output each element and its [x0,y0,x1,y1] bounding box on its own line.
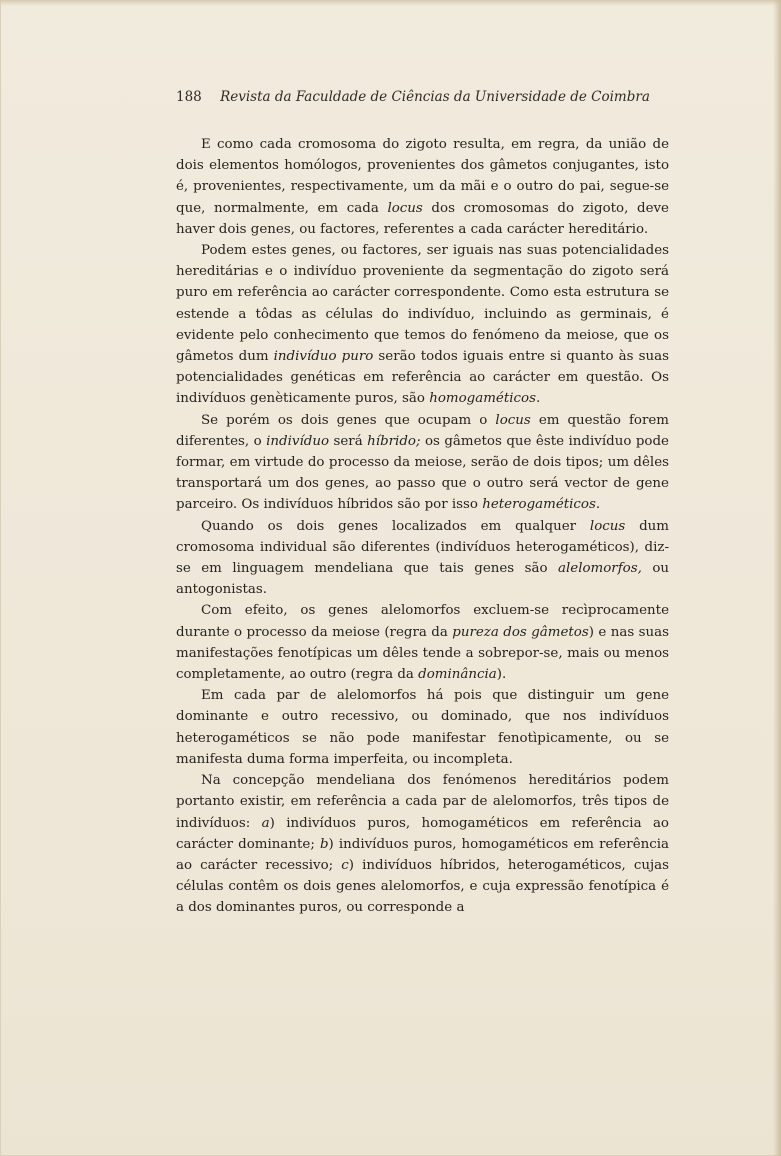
text-run: Podem estes genes, ou factores, ser iguais nas suas potencialidades hereditárias e o indivíduo proveniente da segmentação do zigoto será puro em referência ao carácter correspondente. Como esta estrutura se estende a tôdas as células do indivíduo, incluindo as germinais, é evidente pelo conhecimento que temos do fenómeno da meiose, que os gâmetos dum [176,243,669,365]
text-run: Se porém os dois genes que ocupam o [201,412,496,428]
text-run: ) indivíduos puros, homogaméticos em referência ao carácter recessivo; [176,836,670,873]
paragraph [176,516,669,601]
text-run: ) e nas suas manifestações fenotípicas um dêles tende a sobrepor-se, mais ou menos completamente, ao outro (regra da [176,624,670,683]
italic-text: a [261,815,270,831]
paragraph [176,685,669,770]
italic-text: locus [495,412,531,428]
text-run: ). [496,667,507,683]
italic-text: heterogaméticos [482,497,596,513]
text-run: Em cada par de alelomorfos há pois que distinguir um gene dominante e outro recessivo, ou dominado, que nos indivíduos heterogaméticos se não pode manifestar fenotìpicamente, ou se manifesta duma forma imperfeita, ou incompleta. [176,688,669,767]
paragraph [176,600,669,685]
text-run: dos cromosomas do zigoto, deve haver dois genes, ou factores, referentes a cada carácter hereditário. [176,200,669,237]
text-run: ) indivíduos híbridos, heterogaméticos, cujas células contêm os dois genes alelomorfos, e cuja expressão fenotípica é a dos dominantes puros, ou corresponde a [176,857,669,916]
running-title: Revista da Faculdade de Ciências da Universidade de Coimbra [220,89,650,105]
running-header [176,89,650,105]
body-text [176,134,669,919]
italic-text: locus [387,200,423,216]
paragraph [176,240,669,410]
text-run: Na concepção mendeliana dos fenómenos hereditários podem portanto existir, em referência a cada par de alelomorfos, três tipos de indivíduos: [176,773,669,831]
paragraph [176,410,669,516]
page-top-edge [0,0,781,6]
italic-text: pureza dos gâmetos [452,624,589,640]
italic-text: indivíduo [266,433,330,449]
text-run: ou antogonistas. [176,561,670,598]
italic-text: alelomorfos, [558,561,642,577]
italic-text: indivíduo puro [273,349,374,365]
page-right-edge [773,0,781,1156]
text-run: E como cada cromosoma do zigoto resulta, em regra, da união de dois elementos homólogos, provenientes dos gâmetos conjugantes, isto é, provenientes, respectivamente, um da mãi e o outro do pai, segue-se que, normalmente, em cada [176,137,669,216]
page-number: 188 [176,89,202,105]
text-run: em questão forem diferentes, o [176,412,669,449]
text-run: os gâmetos que êste indivíduo pode formar, em virtude do processo da meiose, serão de dois tipos; um dêles transportará um dos genes, ao passo que o outro será vector de gene parceiro. Os indivíduos híbridos são por isso [176,433,669,513]
italic-text: híbrido; [367,433,421,449]
text-run: dum cromosoma individual são diferentes (indivíduos heterogaméticos), diz-se em linguagem mendeliana que tais genes são [176,518,669,577]
italic-text: c [341,857,349,873]
italic-text: b [319,836,329,852]
italic-text: homogaméticos [429,391,536,407]
text-run: . [535,391,541,407]
text-run: . [595,497,601,513]
italic-text: locus [589,518,626,534]
paragraph [176,770,669,918]
text-run: Com efeito, os genes alelomorfos excluem-se recìprocamente durante o processo da meiose (regra da [176,603,669,640]
paragraph [176,134,669,240]
text-run: Quando os dois genes localizados em qualquer [201,518,590,534]
text-run: serão todos iguais entre si quanto às suas potencialidades genéticas em referência ao carácter em questão. Os indivíduos genèticamente puros, são [176,349,669,407]
text-run: será [329,433,368,449]
text-run: ) indivíduos puros, homogaméticos em referência ao carácter dominante; [176,815,669,852]
italic-text: dominância [418,667,497,683]
